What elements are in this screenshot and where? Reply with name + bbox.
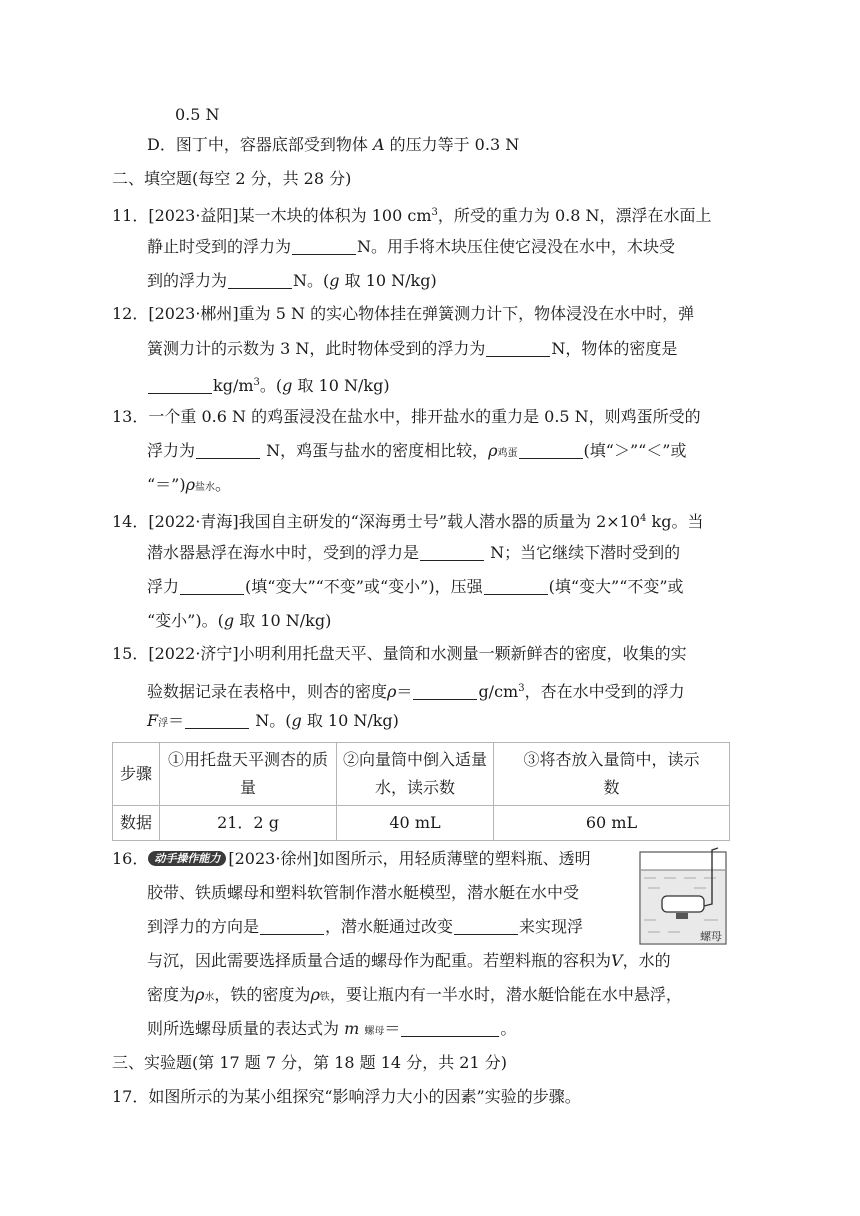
answer-blank <box>228 272 292 289</box>
table-cell: 60 mL <box>494 806 730 841</box>
q16-line5: 密度为ρ水，铁的密度为ρ铁，要让瓶内有一半水时，潜水艇恰能在水中悬浮， <box>147 985 682 1004</box>
table-cell: ②向量筒中倒入适量 水，读示数 <box>337 743 494 806</box>
q15-line1: 15．[2022·济宁]小明利用托盘天平、量筒和水测量一颗新鲜杏的密度，收集的实 <box>112 644 687 663</box>
table-cell: ③将杏放入量筒中，读示 数 <box>494 743 730 806</box>
table-cell: 40 mL <box>337 806 494 841</box>
answer-blank <box>484 578 548 595</box>
q14-line1: 14．[2022·青海]我国自主研发的“深海勇士号”载人潜水器的质量为 $2\times 10^4$ kg。当 <box>112 512 704 531</box>
answer-blank <box>454 918 518 935</box>
answer-blank <box>420 544 484 561</box>
q16-line1: 16． 动手操作能力 [2023·徐州]如图所示，用轻质薄壁的塑料瓶、透明 <box>112 849 591 868</box>
q15-line2: 验数据记录在表格中，则杏的密度$\rho= g/cm^3$，杏在水中受到的浮力 <box>147 682 685 701</box>
option-d: D．图丁中，容器底部受到物体 A 的压力等于 0.3 N <box>147 135 520 154</box>
nut-icon <box>676 913 688 919</box>
table-row <box>113 743 730 806</box>
table-cell: 21．2 g <box>160 806 337 841</box>
q11-line1: 11．[2023·益阳]某一木块的体积为 100 $cm^3$，所受的重力为 0.8 N，漂浮在水面上 <box>112 206 712 225</box>
q16-line3: 到浮力的方向是 ，潜水艇通过改变 来实现浮 <box>147 917 584 936</box>
q12-line1: 12．[2023·郴州]重为 5 N 的实心物体挂在弹簧测力计下，物体浸没在水中时，弹 <box>112 304 695 323</box>
q12-line2: 簧测力计的示数为 3 N，此时物体受到的浮力为 N，物体的密度是 <box>147 339 678 358</box>
q11-line3: 到的浮力为 N。(g 取 10 N/kg) <box>147 271 437 290</box>
q16-line2: 胶带、铁质螺母和塑料软管制作潜水艇模型，潜水艇在水中受 <box>147 883 580 902</box>
table-cell: 步骤 <box>113 743 160 806</box>
answer-blank <box>196 442 260 459</box>
q11-line2: 静止时受到的浮力为 N。用手将木块压住使它浸没在水中，木块受 <box>147 237 676 256</box>
q17-line1: 17．如图所示的为某小组探究“影响浮力大小的因素”实验的步骤。 <box>112 1087 581 1106</box>
q14-line3: 浮力 (填“变大”“不变”或“变小”)，压强 (填“变大”“不变”或 <box>147 577 684 596</box>
answer-blank <box>413 683 477 700</box>
ability-badge: 动手操作能力 <box>148 851 226 866</box>
submarine-model-figure <box>638 846 730 946</box>
q13-line2: 浮力为 N，鸡蛋与盐水的密度相比较，ρ鸡蛋 (填“＞”“＜”或 <box>147 441 687 460</box>
answer-blank <box>486 340 550 357</box>
q12-line3: $kg/m^3$。(g 取 10 N/kg) <box>147 372 390 397</box>
table-row <box>113 806 730 841</box>
option-c-continued: 0.5 N <box>175 105 220 124</box>
plastic-bottle <box>662 896 704 912</box>
answer-blank <box>292 238 356 255</box>
answer-blank <box>148 377 212 394</box>
nut-label: 螺母 <box>700 931 722 943</box>
q13-line1: 13．一个重 0.6 N 的鸡蛋浸没在盐水中，排开盐水的重力是 0.5 N，则鸡蛋所受的 <box>112 407 701 426</box>
q16-line4: 与沉，因此需要选择质量合适的螺母作为配重。若塑料瓶的容积为V，水的 <box>147 951 671 970</box>
answer-blank <box>260 918 324 935</box>
q13-line3: “＝”)ρ盐水。 <box>147 475 232 494</box>
section-2-heading: 二、填空题(每空 2 分，共 28 分) <box>112 169 352 188</box>
q16-line6: 则所选螺母质量的表达式为 m 螺母＝ 。 <box>147 1019 517 1038</box>
answer-blank <box>519 442 583 459</box>
answer-blank <box>185 712 249 729</box>
answer-blank <box>401 1020 499 1037</box>
q15-line3: F浮＝ N。(g 取 10 N/kg) <box>147 711 399 730</box>
section-3-heading: 三、实验题(第 17 题 7 分，第 18 题 14 分，共 21 分) <box>112 1053 507 1072</box>
answer-blank <box>180 578 244 595</box>
q14-line2: 潜水器悬浮在海水中时，受到的浮力是 N；当它继续下潜时受到的 <box>147 543 681 562</box>
table-cell: 数据 <box>113 806 160 841</box>
q14-line4: “变小”)。(g 取 10 N/kg) <box>147 611 332 630</box>
table-cell: ①用托盘天平测杏的质量 <box>160 743 337 806</box>
data-table <box>112 742 730 841</box>
